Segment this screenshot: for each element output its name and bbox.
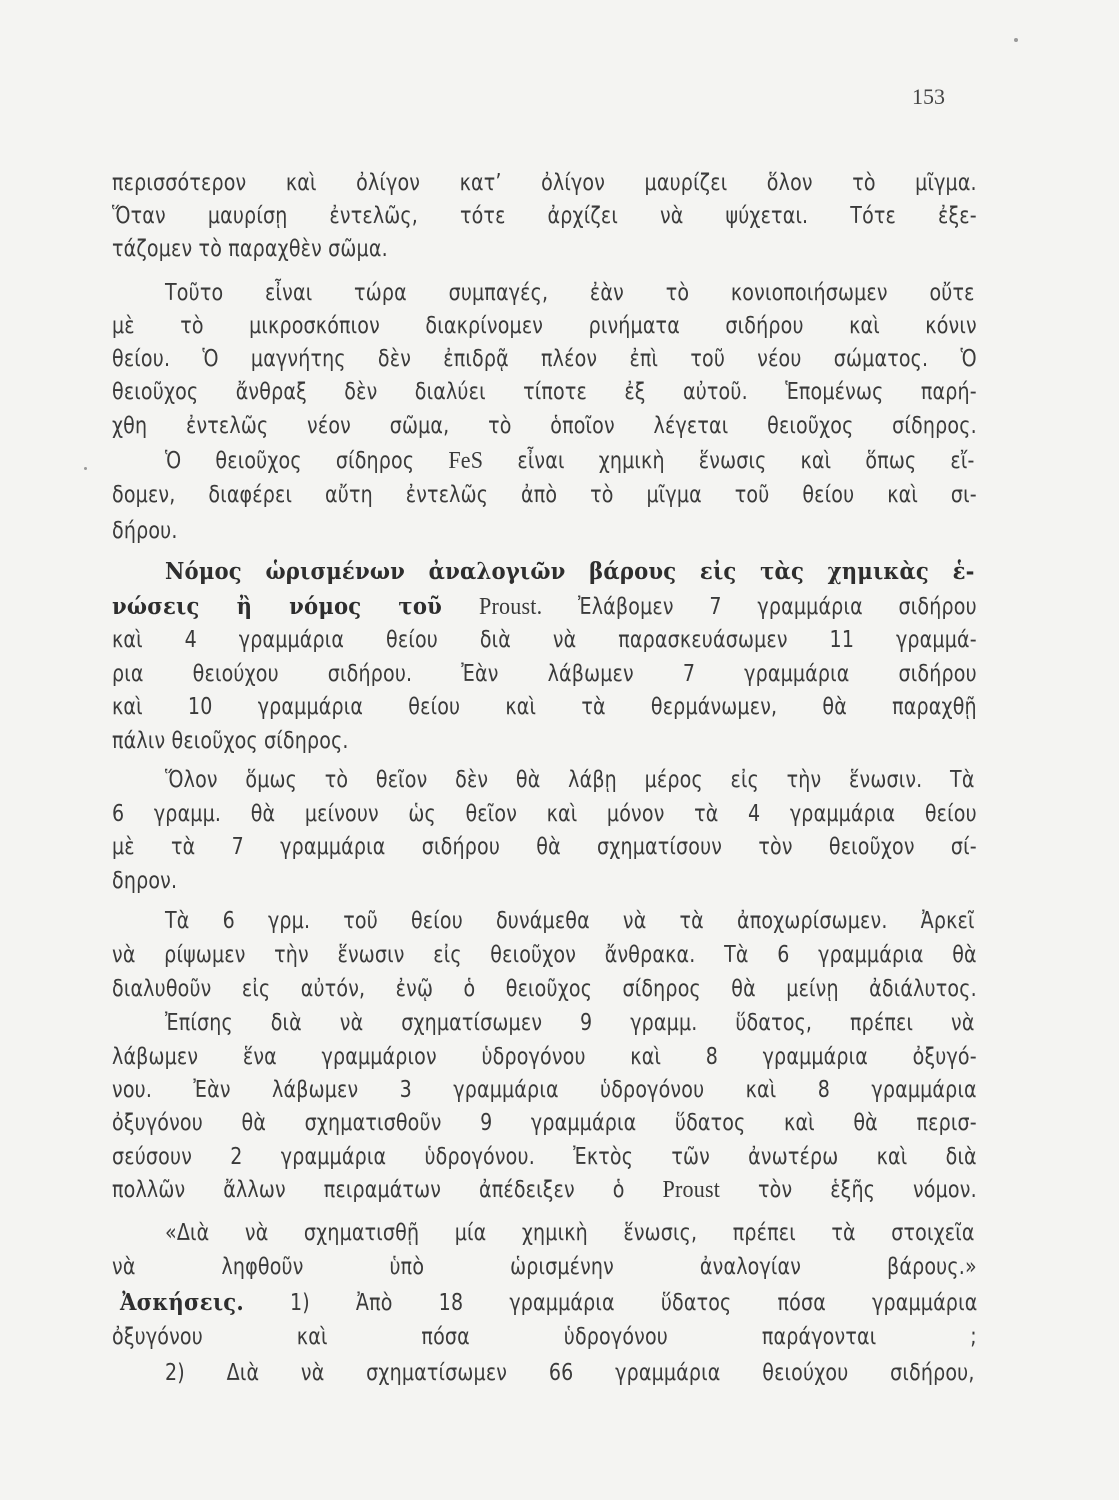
line-text: Ὁ θειοῦχος σίδηρος — [165, 448, 449, 474]
text-line — [120, 1288, 977, 1318]
scan-speck — [84, 467, 87, 470]
text-line — [112, 377, 977, 407]
text-line — [165, 1218, 975, 1248]
line-text: 2) Διὰ νὰ σχηματίσωμεν 66 γραμμάρια θειούχου σιδήρου, — [165, 1360, 975, 1386]
text-line — [112, 234, 977, 264]
line-text: Ὅταν μαυρίσῃ ἐντελῶς, τότε ἀρχίζει νὰ ψύχεται. Τότε ἐξε- — [112, 203, 977, 229]
text-line — [112, 480, 977, 510]
text-line — [112, 659, 977, 689]
text-line — [112, 832, 977, 862]
page-number: 153 — [912, 84, 945, 109]
line-text: μὲ τὰ 7 γραμμάρια σιδήρου θὰ σχηματίσουν τὸν θειοῦχον σί- — [112, 834, 977, 860]
text-line — [112, 1322, 977, 1352]
text-line — [165, 557, 975, 587]
line-text: σεύσουν 2 γραμμάρια ὑδρογόνου. Ἐκτὸς τῶν ἀνωτέρω καὶ διὰ — [112, 1144, 977, 1170]
line-text: νου. Ἐὰν λάβωμεν 3 γραμμάρια ὑδρογόνου καὶ 8 γραμμάρια — [112, 1077, 977, 1103]
text-line — [112, 625, 977, 655]
line-text: περισσότερον καὶ ὀλίγον κατ’ ὀλίγον μαυρίζει ὅλον τὸ μῖγμα. — [112, 170, 977, 196]
line-text: δομεν, διαφέρει αὔτη ἐντελῶς ἀπὸ τὸ μῖγμα τοῦ θείου καὶ σι- — [112, 482, 977, 508]
text-line — [112, 974, 977, 1004]
line-text: νὰ ληφθοῦν ὑπὸ ὡρισμένην ἀναλογίαν βάρους.» — [112, 1254, 977, 1280]
latin-text: Proust — [662, 1177, 721, 1203]
line-text: μὲ τὸ μικροσκόπιον διακρίνομεν ρινήματα σιδήρου καὶ κόνιν — [112, 313, 977, 339]
latin-text: Proust. — [479, 594, 543, 620]
line-text: καὶ 4 γραμμάρια θείου διὰ νὰ παρασκευάσωμεν 11 γραμμά- — [112, 627, 977, 653]
text-line — [112, 692, 977, 722]
line-text: Τὰ 6 γρμ. τοῦ θείου δυνάμεθα νὰ τὰ ἀποχωρίσωμεν. Ἀρκεῖ — [165, 908, 975, 934]
bold-heading-text: Νόμος ὡρισμένων ἀναλογιῶν βάρους εἰς τὰς χημικὰς ἑ- — [165, 558, 975, 585]
line-text: πολλῶν ἄλλων πειραμάτων ἀπέδειξεν ὁ — [112, 1177, 663, 1203]
line-text: νὰ ρίψωμεν τὴν ἕνωσιν εἰς θειοῦχον ἄνθρακα. Τὰ 6 γραμμάρια θὰ — [112, 942, 977, 968]
line-text: 1) Ἀπὸ 18 γραμμάρια ὕδατος πόσα γραμμάρια — [243, 1290, 978, 1316]
bold-heading-text: Ἀσκήσεις. — [120, 1289, 244, 1316]
text-line — [112, 866, 977, 896]
latin-text: FeS — [448, 448, 484, 474]
text-line — [112, 726, 977, 756]
line-text: διαλυθοῦν εἰς αὐτόν, ἐνῷ ὁ θειοῦχος σίδηρος θὰ μείνῃ ἀδιάλυτος. — [112, 976, 977, 1002]
line-text: καὶ 10 γραμμάρια θείου καὶ τὰ θερμάνωμεν, θὰ παραχθῇ — [112, 694, 977, 720]
text-line — [165, 906, 975, 936]
text-line — [112, 1252, 977, 1282]
line-text: θείου. Ὁ μαγνήτης δὲν ἐπιδρᾷ πλέον ἐπὶ τοῦ νέου σώματος. Ὁ — [112, 346, 977, 372]
text-line — [165, 1358, 975, 1388]
line-text: δηρον. — [112, 868, 178, 894]
line-text: ρια θειούχου σιδήρου. Ἐὰν λάβωμεν 7 γραμμάρια σιδήρου — [112, 661, 977, 687]
line-text: τὸν ἑξῆς νόμον. — [720, 1177, 977, 1203]
line-text: χθη ἐντελῶς νέον σῶμα, τὸ ὁποῖον λέγεται θειοῦχος σίδηρος. — [112, 413, 977, 439]
line-text: Τοῦτο εἶναι τώρα συμπαγές, ἐὰν τὸ κονιοποιήσωμεν οὔτε — [165, 280, 975, 306]
text-line — [112, 1042, 977, 1072]
line-text: ὀξυγόνου θὰ σχηματισθοῦν 9 γραμμάρια ὕδατος καὶ θὰ περισ- — [112, 1110, 977, 1136]
line-text: ὀξυγόνου καὶ πόσα ὑδρογόνου παράγονται ; — [112, 1324, 977, 1350]
line-text: Ὅλον ὅμως τὸ θεῖον δὲν θὰ λάβῃ μέρος εἰς τὴν ἕνωσιν. Τὰ — [165, 767, 975, 793]
text-line — [165, 1008, 975, 1038]
line-text: Ἐπίσης διὰ νὰ σχηματίσωμεν 9 γραμμ. ὕδατος, πρέπει νὰ — [165, 1010, 975, 1036]
text-line — [165, 278, 975, 308]
text-line — [112, 201, 977, 231]
text-line — [165, 765, 975, 795]
line-text: εἶναι χημικὴ ἕνωσις καὶ ὅπως εἴ- — [483, 448, 975, 474]
line-text: Ἐλάβομεν 7 γραμμάρια σιδήρου — [542, 594, 977, 620]
text-line — [112, 1075, 977, 1105]
text-line — [112, 411, 977, 441]
text-line — [112, 1175, 977, 1205]
line-text: πάλιν θειοῦχος σίδηρος. — [112, 728, 349, 754]
line-text: δήρου. — [112, 518, 178, 544]
text-line — [112, 168, 977, 198]
text-line — [112, 344, 977, 374]
text-line — [112, 940, 977, 970]
line-text: 6 γραμμ. θὰ μείνουν ὡς θεῖον καὶ μόνον τὰ 4 γραμμάρια θείου — [112, 801, 977, 827]
line-text: θειοῦχος ἄνθραξ δὲν διαλύει τίποτε ἐξ αὐτοῦ. Ἑπομένως παρή- — [112, 379, 977, 405]
line-text: τάζομεν τὸ παραχθὲν σῶμα. — [112, 236, 388, 262]
text-line — [112, 1142, 977, 1172]
text-line — [112, 1108, 977, 1138]
text-line — [112, 516, 977, 546]
line-text: «Διὰ νὰ σχηματισθῇ μία χημικὴ ἕνωσις, πρέπει τὰ στοιχεῖα — [165, 1220, 975, 1246]
text-line — [112, 592, 977, 622]
text-line — [112, 799, 977, 829]
text-line — [112, 311, 977, 341]
text-line — [165, 446, 975, 476]
scan-speck — [1014, 38, 1018, 42]
line-text: λάβωμεν ἕνα γραμμάριον ὑδρογόνου καὶ 8 γραμμάρια ὀξυγό- — [112, 1044, 977, 1070]
bold-heading-text: νώσεις ἢ νόμος τοῦ — [112, 593, 480, 620]
